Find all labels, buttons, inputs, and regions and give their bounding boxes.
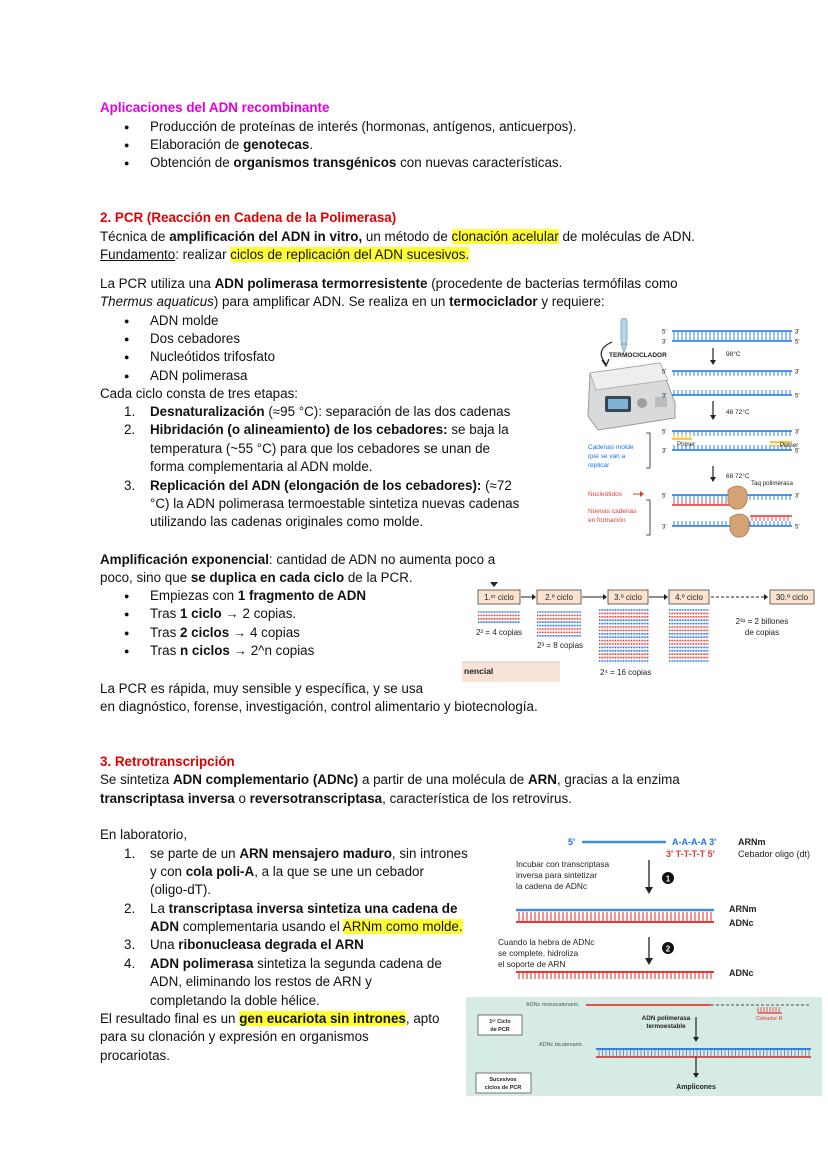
cycle-label: 1.ᵉʳ ciclo <box>484 593 514 602</box>
bi-label: ADNc bicatenario <box>539 1042 582 1048</box>
step-caption: se complete, hidroliza <box>498 948 579 958</box>
list-item-cont: (oligo-dT). <box>150 882 212 897</box>
paragraph: en diagnóstico, forense, investigación, control alimentario y biotecnología. <box>100 699 538 714</box>
primer-label: Cebador oligo (dt) <box>738 849 811 859</box>
list-item-cont: ADN, eliminando los restos de ARN y <box>150 974 372 989</box>
mono-label: ADNc monocatenario <box>526 1002 579 1008</box>
step-caption: el soporte de ARN <box>498 959 566 969</box>
cycle-label: de PCR <box>490 1027 510 1033</box>
step-caption: Incubar con transcriptasa <box>516 859 610 869</box>
pcr-cycles-figure <box>462 580 824 682</box>
list-item-cont: ADN complementaria usando el ARNm como molde. <box>150 919 463 934</box>
paragraph: transcriptasa inversa o reversotranscriptasa, característica de los retrovirus. <box>100 791 572 806</box>
list-item-cont: °C) la ADN polimerasa termoestable sintetiza nuevas cadenas <box>150 496 520 511</box>
new-strands-label: Nuevas cadenas <box>588 508 637 515</box>
cycle-label: 1ᵉʳ Ciclo <box>489 1019 511 1025</box>
copies-label: 2³ = 8 copias <box>537 641 584 650</box>
strand-end-label: 5' <box>795 524 800 531</box>
taq-polymerase-icon <box>728 486 747 509</box>
final-copies-label: de copias <box>744 628 780 637</box>
paragraph: La PCR es rápida, muy sensible y específica, y se usa <box>100 681 424 696</box>
cdna-strand <box>516 910 714 922</box>
amplicons-label: Amplicones <box>676 1084 716 1091</box>
list-item: 3. Una ribonucleasa degrada el ARN <box>124 937 364 952</box>
polymerase-label: termoestable <box>646 1023 686 1030</box>
strand-end-label: 5' <box>795 448 800 455</box>
paragraph: para su clonación y expresión en organismos <box>100 1029 369 1044</box>
list-item: ● Tras 1 ciclo → 2 copias. <box>150 605 296 623</box>
polya-label: A-A-A-A 3' <box>672 837 717 847</box>
step-number: 2 <box>665 944 671 954</box>
list-item: 3. Replicación del ADN (elongación de los cebadores): (≈72 <box>124 478 512 493</box>
cycles-label: Sucesivos <box>489 1077 517 1083</box>
step-caption: Cuando la hebra de ADNc <box>498 937 595 947</box>
polyt-label: 3' T-T-T-T 5' <box>666 849 715 859</box>
cycle-label: 2.º ciclo <box>545 593 573 602</box>
list-item: 1. se parte de un ARN mensajero maduro, sin intrones <box>124 846 468 861</box>
template-label: Cadenas molde <box>588 444 634 451</box>
strand-end-label: 3' <box>795 369 800 376</box>
thermocycler-figure <box>580 318 815 546</box>
list-item: ● Dos cebadores <box>150 330 240 348</box>
paragraph: La PCR utiliza una ADN polimerasa termorresistente (procedente de bacterias termófilas como <box>100 276 678 291</box>
section-title-recombinant: Aplicaciones del ADN recombinante <box>100 100 330 115</box>
list-item-cont: completando la doble hélice. <box>150 993 320 1008</box>
list-item-cont: temperatura (~55 °C) para que los cebadores se unan de <box>150 441 490 456</box>
strand-end-label: 5' <box>795 339 800 346</box>
cycle-label: 3.º ciclo <box>614 593 642 602</box>
paragraph: Amplificación exponencial: cantidad de ADN no aumenta poco a <box>100 552 496 567</box>
strand-end-label: 3' <box>662 339 667 346</box>
list-item: ● ADN polimerasa <box>150 367 248 385</box>
primer-label: Primer <box>780 442 799 449</box>
arnm-label: ARNm <box>729 904 757 914</box>
new-strands-label: en formación <box>588 517 626 524</box>
copies-label: 2² = 4 copias <box>476 628 523 637</box>
paragraph: Fundamento: realizar ciclos de replicación del ADN sucesivos. <box>100 247 470 262</box>
cycle-label: 30.º ciclo <box>775 593 809 602</box>
rt-pcr-panel <box>466 997 822 1096</box>
final-copies-label: 2³¹ = 2 billones <box>735 617 789 626</box>
taq-polymerase-icon <box>730 514 749 537</box>
step-caption: la cadena de ADNc <box>516 881 588 891</box>
temp-label: 98°C <box>726 351 741 358</box>
template-label: que se van a <box>588 453 626 460</box>
template-label: replicar <box>588 462 610 469</box>
list-item: ● Elaboración de genotecas. <box>150 136 313 154</box>
cycle-label: 4.º ciclo <box>675 593 703 602</box>
paragraph: En laboratorio, <box>100 827 188 842</box>
list-item: ● Obtención de organismos transgénicos con nuevas características. <box>150 154 562 172</box>
list-item: ● Tras 2 ciclos → 4 copias <box>150 624 300 642</box>
paragraph: Técnica de amplificación del ADN in vitro, un método de clonación acelular de moléculas de ADN. <box>100 229 695 244</box>
list-item: 4. ADN polimerasa sintetiza la segunda cadena de <box>124 956 442 971</box>
list-item: 2. Hibridación (o alineamiento) de los cebadores: se baja la <box>124 422 509 437</box>
strand-end-label: 3' <box>662 393 667 400</box>
strand-end-label: 5' <box>662 369 667 376</box>
primer-r-label: Cebador R <box>756 1016 783 1022</box>
strand-end-label: 3' <box>795 429 800 436</box>
list-item-cont: forma complementaria al ADN molde. <box>150 459 373 474</box>
strand-end-label: 5' <box>662 493 667 500</box>
step-caption: inversa para sintetizar <box>516 870 598 880</box>
list-item: ● Nucleótidos trifosfato <box>150 348 275 366</box>
tab-label: nencial <box>464 666 494 676</box>
temp-label: 48 72°C <box>726 409 750 416</box>
adnc-label: ADNc <box>729 918 754 928</box>
section-title-retro: 3. Retrotranscripción <box>100 754 235 769</box>
step-number: 1 <box>665 874 671 884</box>
adnc-label: ADNc <box>729 968 754 978</box>
section-title-pcr: 2. PCR (Reacción en Cadena de la Polimerasa) <box>100 210 397 225</box>
list-item: 1. Desnaturalización (≈95 °C): separación de las dos cadenas <box>124 404 511 419</box>
paragraph: Cada ciclo consta de tres etapas: <box>100 386 298 401</box>
strand-end-label: 5' <box>795 393 800 400</box>
paragraph: procariotas. <box>100 1048 170 1063</box>
cycles-label: ciclos de PCR <box>484 1085 522 1091</box>
temp-label: 68 72°C <box>726 473 750 480</box>
strand-end-label: 5' <box>662 329 667 336</box>
strand-end-label: 3' <box>795 329 800 336</box>
primer-label: Primer <box>677 441 696 448</box>
list-item: ● Tras n ciclos → 2^n copias <box>150 642 314 660</box>
strand-end-label: 3' <box>662 524 667 531</box>
paragraph: Se sintetiza ADN complementario (ADNc) a partir de una molécula de ARN, gracias a la enzima <box>100 772 680 787</box>
list-item: ● ADN molde <box>150 312 218 330</box>
strand-end-label: 5' <box>662 429 667 436</box>
list-item: ● Empiezas con 1 fragmento de ADN <box>150 587 366 605</box>
list-item: ● Producción de proteínas de interés (hormonas, antígenos, anticuerpos). <box>150 118 577 136</box>
nucleotides-label: Nucleótidos <box>588 491 622 498</box>
five-prime-label: 5' <box>568 837 576 847</box>
list-item: 2. La transcriptasa inversa sintetiza una cadena de <box>124 901 458 916</box>
retrotranscription-figure <box>496 832 826 996</box>
copies-label: 2⁴ = 16 copias <box>600 668 652 677</box>
paragraph: poco, sino que se duplica en cada ciclo de la PCR. <box>100 570 413 585</box>
device-label: TERMOCICLADOR <box>609 352 667 359</box>
strand-end-label: 3' <box>662 448 667 455</box>
paragraph: Thermus aquaticus) para amplificar ADN. Se realiza en un termociclador y requiere: <box>100 294 605 309</box>
paragraph: El resultado final es un gen eucariota sin intrones, apto <box>100 1011 440 1026</box>
polymerase-label: ADN polimerasa <box>641 1015 691 1022</box>
strand-end-label: 3' <box>795 493 800 500</box>
list-item-cont: y con cola poli-A, a la que se une un cebador <box>150 864 424 879</box>
taq-label: Taq polimerasa <box>751 480 793 487</box>
cdna-strand <box>516 972 714 979</box>
list-item-cont: utilizando las cadenas originales como molde. <box>150 514 424 529</box>
arnm-label: ARNm <box>738 837 766 847</box>
